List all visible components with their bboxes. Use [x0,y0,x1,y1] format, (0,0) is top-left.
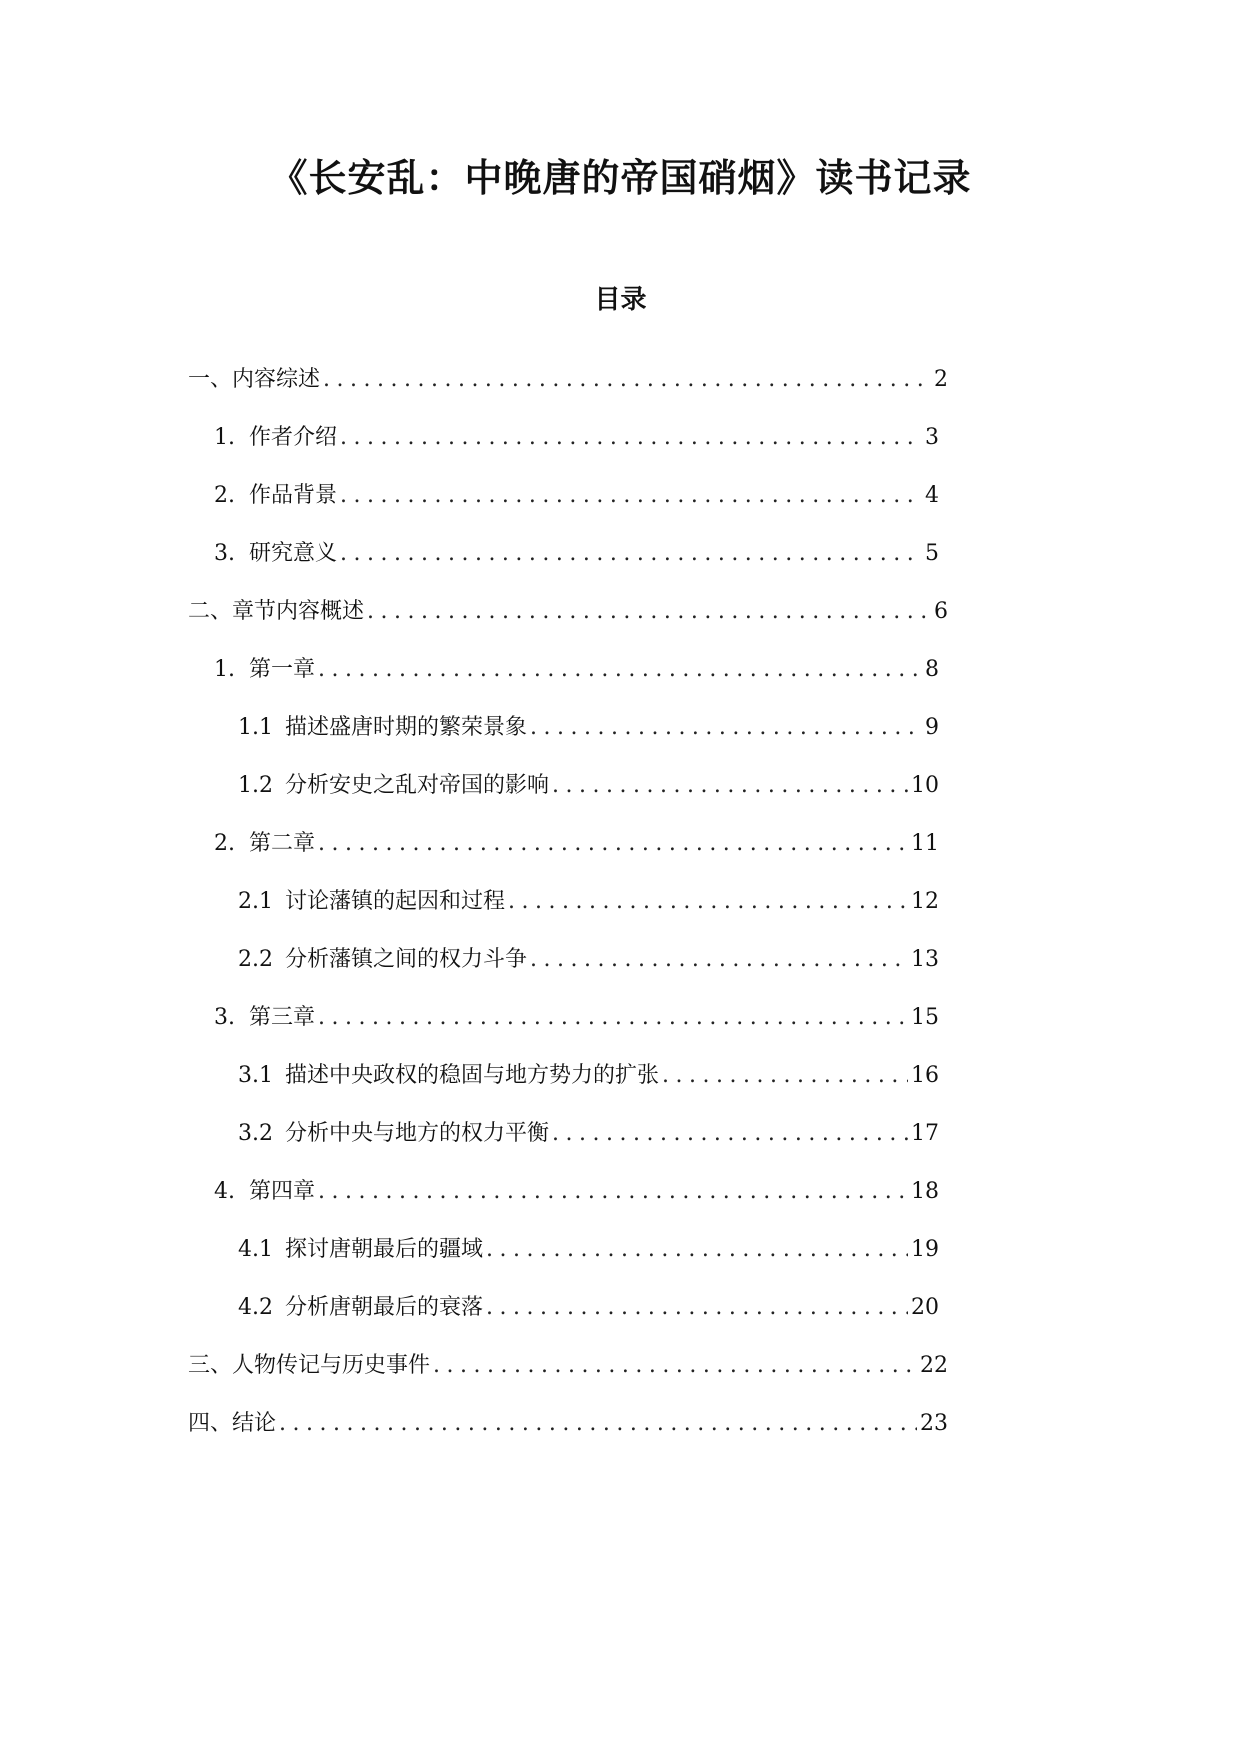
toc-entry-page: 4 [925,483,939,508]
toc-entry-number: 3.2 [238,1121,273,1146]
toc-entry-number: 2.1 [238,889,273,914]
toc-entry-section-3-2[interactable] [238,1114,939,1154]
toc-entry-number: 2.2 [238,947,273,972]
toc-leader-dots [508,882,908,922]
toc-entry-page: 6 [934,599,948,624]
toc-entry-page: 13 [911,947,939,972]
toc-leader-dots [530,708,922,748]
toc-leader-dots [340,418,922,458]
toc-entry-label: 第四章 [249,1179,316,1204]
toc-entry-section-3-1[interactable] [238,1056,939,1096]
toc-leader-dots [318,998,908,1038]
toc-leader-dots [279,1404,917,1444]
toc-entry-page: 16 [911,1063,939,1088]
toc-entry-page: 9 [925,715,939,740]
toc-entry-background[interactable] [214,476,939,516]
toc-leader-dots [340,534,922,574]
toc-leader-dots [318,824,908,864]
toc-entry-label: 三、人物传记与历史事件 [188,1353,431,1378]
toc-entry-page: 17 [911,1121,939,1146]
toc-entry-page: 18 [911,1179,939,1204]
toc-entry-biographies-events[interactable] [188,1346,948,1386]
toc-entry-label: 描述盛唐时期的繁荣景象 [285,715,528,740]
toc-entry-chapter-2[interactable] [214,824,939,864]
toc-entry-author[interactable] [214,418,939,458]
toc-entry-label: 第二章 [249,831,316,856]
toc-entry-page: 5 [925,541,939,566]
toc-entry-label: 探讨唐朝最后的疆域 [285,1237,484,1262]
toc-leader-dots [486,1288,908,1328]
toc-entry-chapter-summary[interactable] [188,592,948,632]
toc-entry-number: 3. [214,541,235,566]
toc-entry-page: 2 [934,367,948,392]
toc-entry-chapter-4[interactable] [214,1172,939,1212]
toc-leader-dots [552,1114,908,1154]
toc-leader-dots [323,360,931,400]
toc-heading: 目录 [594,285,647,315]
toc-entry-page: 23 [920,1411,948,1436]
toc-entry-number: 1.1 [238,715,273,740]
toc-entry-number: 4.1 [238,1237,273,1262]
toc-entry-label: 研究意义 [249,541,338,566]
toc-entry-page: 10 [911,773,939,798]
toc-entry-section-1-2[interactable] [238,766,939,806]
toc-entry-number: 2. [214,831,235,856]
toc-entry-label: 分析藩镇之间的权力斗争 [285,947,528,972]
toc-leader-dots [552,766,908,806]
toc-entry-section-4-2[interactable] [238,1288,939,1328]
toc-entry-page: 19 [911,1237,939,1262]
toc-entry-page: 8 [925,657,939,682]
toc-entry-number: 3. [214,1005,235,1030]
toc-entry-conclusion[interactable] [188,1404,948,1444]
toc-entry-number: 2. [214,483,235,508]
toc-entry-page: 3 [925,425,939,450]
toc-entry-significance[interactable] [214,534,939,574]
toc-entry-section-2-2[interactable] [238,940,939,980]
toc-entry-number: 4. [214,1179,235,1204]
toc-entry-label: 一、内容综述 [188,367,321,392]
toc-entry-section-1-1[interactable] [238,708,939,748]
toc-entry-label: 第一章 [249,657,316,682]
toc-leader-dots [433,1346,917,1386]
toc-entry-label: 二、章节内容概述 [188,599,365,624]
toc-entry-chapter-3[interactable] [214,998,939,1038]
toc-entry-chapter-1[interactable] [214,650,939,690]
toc-entry-page: 11 [911,831,939,856]
toc-entry-overview[interactable] [188,360,948,400]
toc-entry-number: 1.2 [238,773,273,798]
toc-entry-number: 1. [214,425,235,450]
toc-leader-dots [662,1056,908,1096]
toc-leader-dots [318,650,922,690]
toc-leader-dots [367,592,931,632]
toc-leader-dots [486,1230,908,1270]
toc-entry-number: 4.2 [238,1295,273,1320]
toc-entry-section-2-1[interactable] [238,882,939,922]
toc-entry-label: 作者介绍 [249,425,338,450]
toc-entry-number: 3.1 [238,1063,273,1088]
toc-entry-section-4-1[interactable] [238,1230,939,1270]
toc-entry-label: 描述中央政权的稳固与地方势力的扩张 [285,1063,660,1088]
toc-leader-dots [530,940,908,980]
toc-entry-page: 15 [911,1005,939,1030]
toc-leader-dots [318,1172,908,1212]
toc-entry-label: 分析安史之乱对帝国的影响 [285,773,550,798]
toc-leader-dots [340,476,922,516]
toc-entry-page: 12 [911,889,939,914]
toc-entry-number: 1. [214,657,235,682]
toc-entry-page: 22 [920,1353,948,1378]
toc-entry-label: 四、结论 [188,1411,277,1436]
toc-entry-label: 第三章 [249,1005,316,1030]
toc-entry-label: 作品背景 [249,483,338,508]
document-title: 《长安乱：中晚唐的帝国硝烟》读书记录 [269,155,972,200]
toc-entry-label: 分析中央与地方的权力平衡 [285,1121,550,1146]
toc-entry-label: 讨论藩镇的起因和过程 [285,889,506,914]
toc-entry-label: 分析唐朝最后的衰落 [285,1295,484,1320]
toc-entry-page: 20 [911,1295,939,1320]
